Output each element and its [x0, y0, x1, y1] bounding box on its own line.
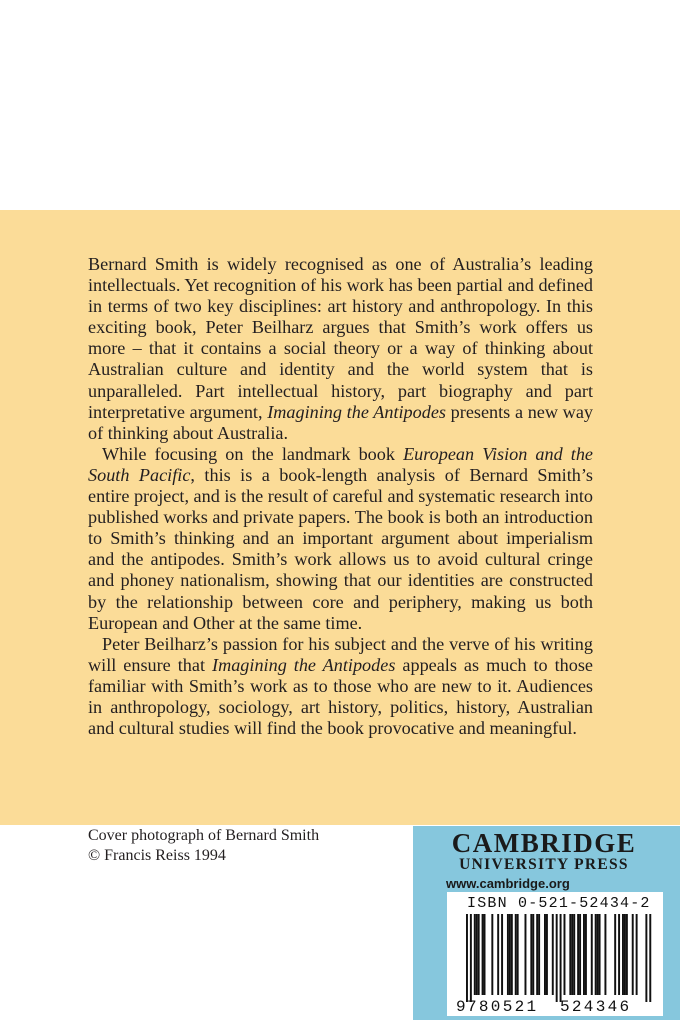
publisher-subname: UNIVERSITY PRESS — [459, 856, 629, 873]
barcode-bar — [636, 914, 638, 995]
barcode-bar — [618, 914, 620, 995]
barcode-bar — [579, 914, 581, 995]
barcode-bar — [517, 914, 519, 995]
barcode-bar — [552, 914, 554, 995]
publisher-logo — [433, 826, 655, 873]
barcode-bar — [595, 914, 597, 995]
barcode-bar — [591, 914, 593, 995]
referenced-book-title: European Vision and the South Pacific — [88, 443, 594, 485]
barcode-bar — [564, 914, 566, 995]
barcode-bar — [614, 914, 616, 995]
barcode-bar — [482, 914, 484, 995]
barcode-bar — [577, 914, 579, 995]
barcode-bar — [626, 914, 628, 995]
ean-digit-lead: 9 — [456, 998, 466, 1016]
publisher-url[interactable]: www.cambridge.org — [446, 876, 570, 891]
barcode-guard-bar — [470, 914, 472, 1002]
copyright-line: © Francis Reiss 1994 — [88, 847, 226, 864]
barcode-guard-bar — [645, 914, 647, 1002]
barcode-guard-bar — [560, 914, 562, 1002]
barcode — [447, 892, 663, 1016]
ean-digits-right: 524346 — [560, 998, 632, 1016]
barcode-bar — [474, 914, 476, 995]
photo-credit-line: Cover photograph of Bernard Smith — [88, 827, 320, 844]
barcode-bar — [478, 914, 480, 995]
blurb-paragraph-1: Bernard Smith is widely recognised as one of Australia’s leading intellectuals. Yet recognition of his work has been partial and defined in terms of two key disciplines: art history and anthropology. In this exciting book, Peter Beilharz argues that Smith’s work offers us more – that it contains a social theory or a way of thinking about Australian culture and identity and the world system that is unparalleled. Part intellectual history, part biography and part interpretative argument, Imagining the Antipodes presents a new way of thinking about Australia. — [88, 254, 593, 443]
barcode-bar — [536, 914, 538, 995]
barcode-bar — [583, 914, 585, 995]
barcode-bar — [599, 914, 601, 995]
barcode-bar — [624, 914, 626, 995]
publisher-name: CAMBRIDGE — [451, 828, 637, 858]
barcode-bars — [466, 914, 651, 1002]
barcode-bar — [509, 914, 511, 995]
blurb-panel — [0, 210, 680, 825]
barcode-bar — [491, 914, 493, 995]
blurb-text — [88, 254, 593, 739]
publisher-panel — [413, 826, 680, 1020]
barcode-bar — [597, 914, 599, 995]
barcode-bar — [507, 914, 509, 995]
barcode-bar — [476, 914, 478, 995]
barcode-bar — [604, 914, 606, 995]
book-title: Imagining the Antipodes — [212, 654, 396, 675]
barcode-bar — [497, 914, 499, 995]
barcode-bar — [484, 914, 486, 995]
barcode-bar — [546, 914, 548, 995]
barcode-guard-bar — [649, 914, 651, 1002]
blurb-paragraph-2: While focusing on the landmark book European Vision and the South Pacific, this is a book-length analysis of Bernard Smith’s entire project, and is the result of careful and systematic research into published works and private papers. The book is both an introduction to Smith’s thinking and an important argument about imperialism and the antipodes. Smith’s work allows us to avoid cultural cringe and phoney nationalism, showing that our identities are constructed by the relationship between core and periphery, making us both European and Other at the same time. — [88, 443, 594, 633]
barcode-bar — [544, 914, 546, 995]
barcode-bar — [532, 914, 534, 995]
ean-digits-left: 780521 — [467, 998, 539, 1016]
top-blank-area — [0, 0, 680, 210]
barcode-bar — [501, 914, 503, 995]
barcode-guard-bar — [466, 914, 468, 1002]
barcode-bar — [515, 914, 517, 995]
book-title: Imagining the Antipodes — [267, 401, 446, 422]
barcode-bar — [569, 914, 571, 995]
barcode-bar — [573, 914, 575, 995]
barcode-bar — [571, 914, 573, 995]
barcode-bar — [632, 914, 634, 995]
blurb-paragraph-3: Peter Beilharz’s passion for his subject and the verve of his writing will ensure that Imagining the Antipodes appeals as much to those familiar with Smith’s work as to those who are new to it. Audiences in anthropology, sociology, art history, politics, history, Australian and cultural studies will find the book provocative and meaningful. — [88, 633, 593, 739]
barcode-bar — [585, 914, 587, 995]
barcode-bar — [525, 914, 527, 995]
barcode-bar — [511, 914, 513, 995]
isbn-label: ISBN 0-521-52434-2 — [467, 895, 651, 912]
barcode-bar — [538, 914, 540, 995]
barcode-guard-bar — [556, 914, 558, 1002]
barcode-graphic — [447, 892, 663, 1016]
barcode-bar — [622, 914, 624, 995]
photo-credit — [88, 826, 388, 866]
barcode-bar — [530, 914, 532, 995]
